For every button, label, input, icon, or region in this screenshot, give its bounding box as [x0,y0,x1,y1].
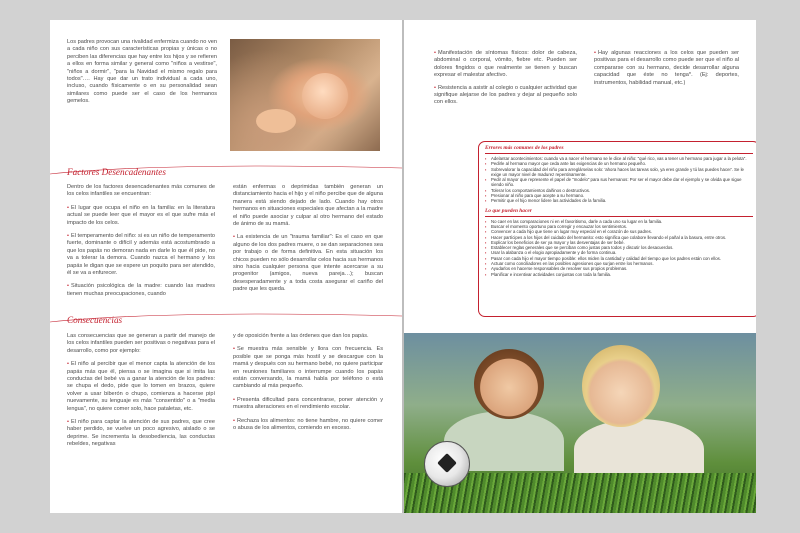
consecuencias-item: • Hay algunas reacciones a los celos que pueden ser positivas para el desarrollo como puede ser que el niño al compararse con su hermano, decide desarrollar alguna capacidad que éste no tenga*. (Ej: deportes, instrumentos, habilidad manual, etc.) [594,50,739,86]
girl-face [582,345,660,427]
consecuencias-column-2 [233,333,383,438]
factores-item: • Situación psicológica de la madre: cuando las madres tienen muchas preocupaciones, cuando [67,283,215,297]
errores-item: ▪ Adelantar acontecimientos: cuando va a nacer el hermano se le dice al niño: "qué rico, vas a tener un hermano para jugar a la pelota". [485,156,753,161]
consecuencias-item: • Presenta dificultad para concentrarse, poner atención y muestra alteraciones en el rendimiento escolar. [233,396,383,411]
bullet-icon: • [233,396,235,403]
right-column-1 [434,50,577,112]
factores-item: • El lugar que ocupa el niño en la familia: en la literatura actual se puede leer que el mayor es el que sufre más el impacto de los celos. [67,204,215,226]
factores-continuation: están enfermas o deprimidas también generan un distanciamiento hacia el hijo y el niño percibe que de alguna manera está siendo dejado de lado. Cuando hay otros hermanos en situaciones especiales que afectan a la madre el niño puede asociar y culpar al otro hermano del estado de ánimo de su mamá. [233,184,383,228]
consecuencias-item: • El niño para captar la atención de sus padres, que cree haber perdido, se vuelve un poco agresivo, aislado o se deprime. Se incrementa la desobediencia, las conductas rebeldes, negativas [67,419,215,448]
errores-item: ▪ Permitir que el hijo menor lidere las actividades de la familia. [485,198,753,203]
hacer-list [479,219,756,277]
factores-item: • La existencia de un "trauma familiar": Es el caso en que alguno de los dos padres muere, o se dan separaciones sea por trabajo o de forma definitiva. En esta situación los chicos pueden no sólo desarrollar celos hacia sus hermanos sino hacia cualquier persona que intente acercarse a su progenitor (amigos, nueva pareja…); buscan desesperadamente y a toda costa asegurar el cariño del padre que les queda. [233,234,383,293]
consecuencias-heading: Consecuencias [67,315,123,325]
hacer-item: ▪ Establecer reglas generales que se perciban como justas para todos y discutir los desacuerdos. [485,245,753,250]
errores-item: ▪ Tolerar los comportamientos dañinos o destructivos. [485,188,753,193]
consecuencias-column-1 [67,333,215,455]
bullet-icon: • [594,50,596,56]
consecuencias-item: • El niño al percibir que el menor capta la atención de los papás más que él, piensa o se imagina que si imita las conductas del bebé va a ganar la atención de los padres: se chupa el dedo, pide que lo tomen en brazos, quiere volver a usar biberón o chupo, comienza a hacerse pipí nuevamente, su lenguaje es más "consentido" o a "media lengua", no quiere comer solo, hace pataletas, etc. [67,361,215,412]
children-photo [404,333,756,513]
hacer-item: ▪ No caer en las comparaciones ni en el favoritismo, darle a cada uno su lugar en la familia. [485,219,753,224]
baby-hand [256,109,296,133]
soccer-ball-icon [424,441,470,487]
errores-item: ▪ Presionar al niño para que acepte a su hermano. [485,193,753,198]
hacer-item: ▪ Ayudarlos en hacerse responsables de resolver sus propios problemas. [485,266,753,271]
bullet-icon: • [233,346,235,353]
baby-photo [230,39,380,151]
bullet-icon: • [233,234,235,241]
bullet-icon: • [67,204,69,211]
consecuencias-lead: Las consecuencias que se generan a partir del manejo de los celos infantiles pueden ser positivas o negativas para el desarrollo, como por ejemplo: [67,333,215,354]
hacer-item: ▪ Buscar el momento oportuno para corregir y encauzar los sentimientos. [485,224,753,229]
errores-list [479,156,756,204]
hacer-item: ▪ Usar la alabanza o el elogio apropiadamente y de forma continua. [485,250,753,255]
bullet-icon: • [67,233,69,240]
consecuencias-item: • Se muestra más sensible y llora con frecuencia. Es posible que se ponga más hostil y se descargue con la mamá y después con su hermano bebé, no quiere participar en reuniones familiares o interrumpe cuando los papás están conversando, la mamá habla por teléfono o está cambiando al más pequeño. [233,346,383,390]
errores-item: ▪ Sobrevalorar la capacidad del niño para arreglárselas solo: 'ahora haces las tareas solo, ya eres grande y tú las puedes hacer'. Se le exige un mayor nivel de madurez repentinamente. [485,167,753,178]
right-column-2 [594,50,739,92]
factores-item: • El temperamento del niño: si es un niño de temperamento fuerte, dominante o difícil y además está acostumbrado a que los papás no demoran nada en darle lo que él pide, no va a tolerar la demora. Cuando nazca el hermano y los papás le digan que se espere un poquito para ser atendido, él se va a enfurecer. [67,233,215,277]
factores-column-1 [67,184,215,304]
bullet-icon: • [434,84,436,91]
consecuencias-item: • Resistencia a asistir al colegio o cualquier actividad que signifique alejarse de los padres y dejar al pequeño solo con ellos. [434,84,577,106]
hacer-item: ▪ Explicar los beneficios de ser ya mayor y las desventajas de ser bebé. [485,240,753,245]
box-divider [485,153,753,154]
bullet-icon: • [434,50,436,56]
consecuencias-item: • Rechaza los alimentos: no tiene hambre, no quiere comer o abusa de los alimentos, comiendo en exceso. [233,417,383,432]
errores-item: ▪ Pedir al mayor que represente el papel de "modelo" para sus hermanos: Por ser el mayor debe dar el ejemplo y se olvida que sigue siendo niño. [485,177,753,188]
hacer-item: ▪ Pasar con cada hijo el mayor tiempo posible: ellos miden la cantidad y calidad del tiempo que los padres están con ellos. [485,256,753,261]
box-divider [485,216,753,217]
right-page [404,20,756,513]
girl-shirt [574,419,704,479]
factores-column-2 [233,184,383,300]
bullet-icon: • [67,419,69,426]
hacer-title: Lo que pueden hacer [485,207,532,214]
consecuencias-item: • Manifestación de síntomas físicos: dolor de cabeza, abdominal o corporal, vómito, fiebre etc. Pueden ser dolores fingidos o que realmente se tienen y buscan expresar el malestar afectivo. [434,50,577,79]
errores-title: Errores más comunes de los padres [485,145,564,151]
baby-face [302,73,348,119]
hacer-item: ▪ Hacer partícipes a los hijos del cuidado del hermanito: esto significa que colabore llevando el pañal a la basura, entre otros. [485,235,753,240]
left-page [50,20,402,513]
consecuencias-continuation: y de oposición frente a las órdenes que dan los papás. [233,333,369,339]
intro-paragraph: Los padres provocan una rivalidad enfermiza cuando no ven a cada niño con sus características propias y únicas o no perciben las diferencias que hay entre los hijos y se refieren a ellos en forma similar y general como "niños a vestirse", "niños a dormir", "para la Navidad el mismo regalo para todos"…. Hay que dar un trato individual a cada uno, incluso, cuando físicamente o en su personalidad sean similares como puede ser el caso de los hermanos gemelos. [67,39,217,105]
bullet-icon: • [233,417,235,424]
factores-lead: Dentro de los factores desencadenantes más comunes de los celos infantiles se encuentran: [67,184,215,198]
bullet-icon: • [67,283,69,290]
errores-item: ▪ Pedirle al hermano mayor que ceda ante las exigencias de un hermano pequeño. [485,161,753,166]
boy-face [474,349,544,419]
hacer-item: ▪ Actuar como conciliadores en las posibles agresiones que surjan entre los hermanos. [485,261,753,266]
magazine-spread [50,20,758,513]
hacer-item: ▪ Planificar e incentivar actividades conjuntas con toda la familia. [485,272,753,277]
hacer-item: ▪ Convencer a cada hijo que tiene un lugar muy especial en el corazón de sus padres. [485,229,753,234]
bullet-icon: • [67,361,69,368]
factores-heading: Factores Desencadenantes [67,167,166,177]
tips-box [478,141,756,317]
